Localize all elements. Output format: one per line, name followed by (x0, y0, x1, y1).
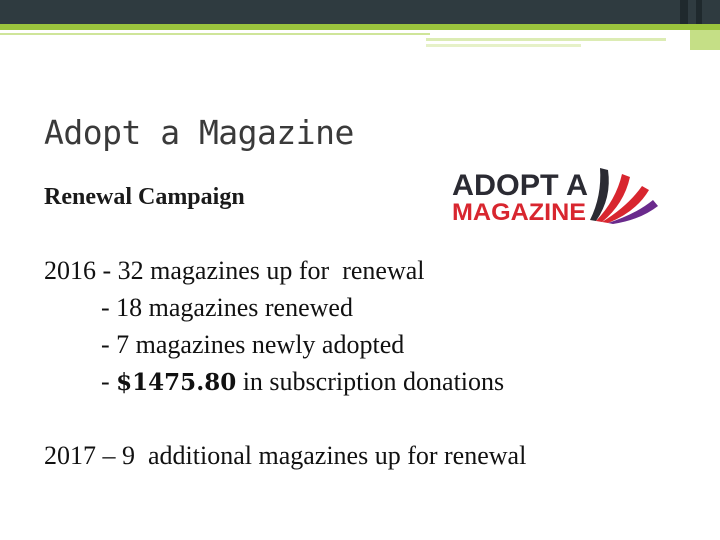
logo-text-line1: ADOPT A (452, 169, 588, 202)
line-adopted: - 7 magazines newly adopted (101, 330, 405, 359)
slide-subtitle: Renewal Campaign (44, 184, 245, 210)
line-2017-renewals: 2017 – 9 additional magazines up for renewal (44, 441, 527, 470)
line-donations (101, 367, 504, 397)
adopt-a-magazine-logo (450, 166, 660, 226)
donation-amount: $1475.80 (116, 369, 237, 396)
logo-swoosh-icon (590, 168, 658, 224)
donations-suffix: in subscription donations (236, 367, 505, 396)
accent-band (0, 24, 720, 30)
top-bar (0, 0, 720, 24)
accent-block (690, 30, 720, 50)
accent-line (426, 38, 666, 41)
top-bar-stripe (680, 0, 688, 24)
accent-line (0, 33, 430, 35)
accent-line (426, 44, 581, 47)
top-bar-stripe (696, 0, 702, 24)
line-2016-renewals: 2016 - 32 magazines up for renewal (44, 256, 425, 285)
donations-prefix: - (101, 367, 117, 396)
logo-text-line2: MAGAZINE (452, 199, 586, 226)
slide-title: Adopt a Magazine (44, 113, 354, 152)
line-renewed: - 18 magazines renewed (101, 293, 353, 322)
